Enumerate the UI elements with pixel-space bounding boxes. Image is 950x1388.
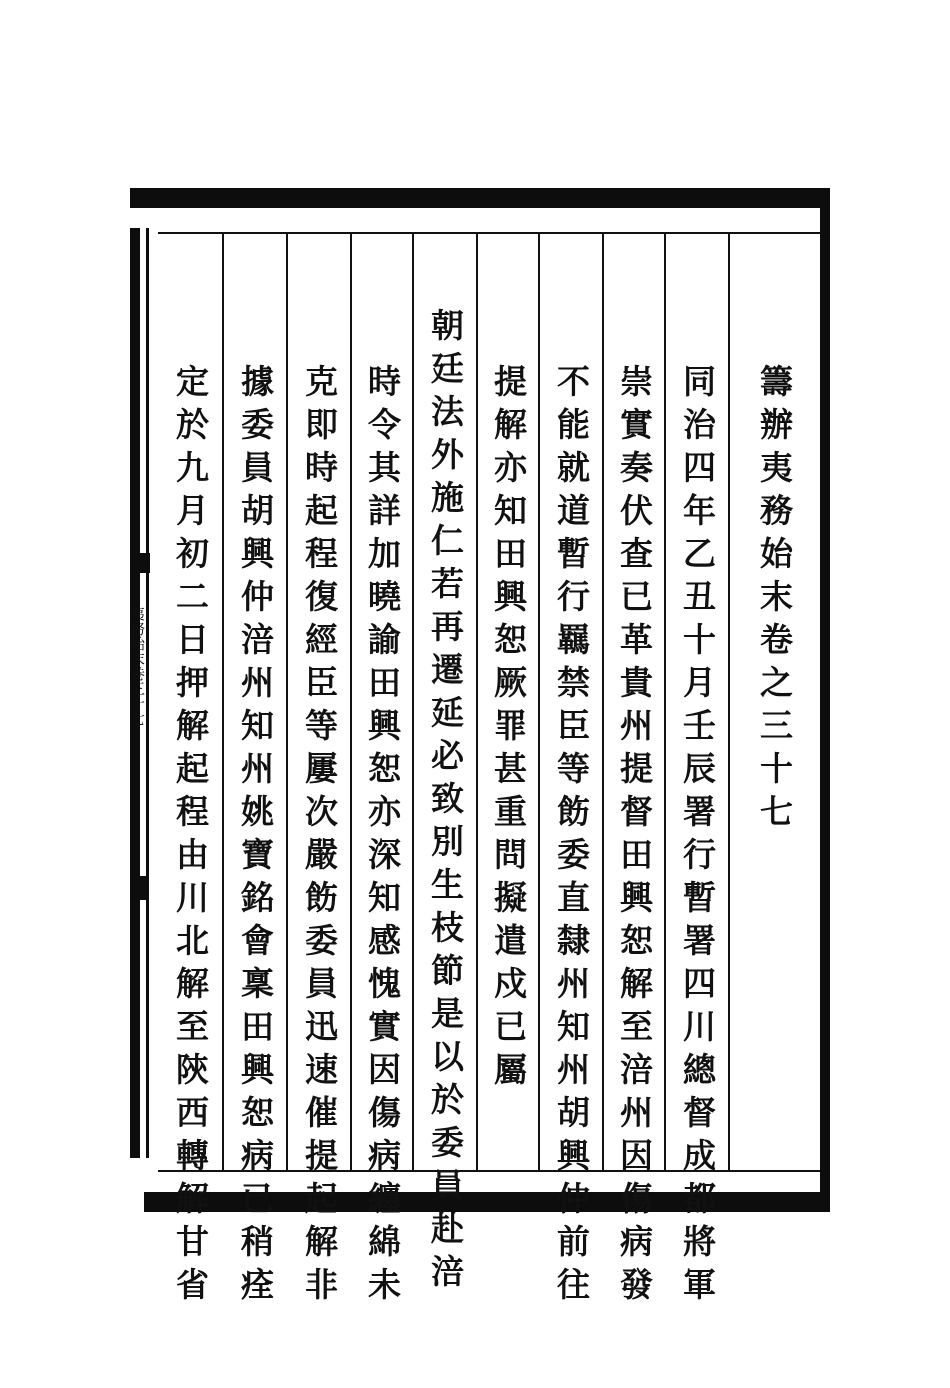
- margin-label: 夷務始末卷三十七: [128, 606, 146, 726]
- column-text: 朝廷法外施仁若再遷延必致別生枝節是以於委員赴涪: [426, 308, 465, 1297]
- top-border: [130, 188, 830, 208]
- text-column: [538, 234, 602, 1310]
- text-column: [476, 234, 538, 1170]
- text-body: [158, 232, 820, 1310]
- text-column: [222, 234, 286, 1310]
- page-number-mark: [130, 876, 148, 900]
- text-column: [350, 234, 412, 1310]
- column-text: 克即時起程復經臣等屢次嚴飭委員迅速催提起解非: [300, 364, 339, 1310]
- text-column: [286, 234, 350, 1310]
- column-text: 據委員胡興仲涪州知州姚寶銘會稟田興恕病已稍痊: [236, 364, 275, 1310]
- text-column: [412, 234, 476, 1297]
- column-text: 崇實奏伏查已革貴州提督田興恕解至涪州因傷病發: [615, 364, 654, 1310]
- column-text: 定於九月初二日押解起程由川北解至陝西轉解甘省: [171, 364, 210, 1310]
- text-column: [602, 234, 664, 1310]
- text-column: [664, 234, 728, 1310]
- column-text: 提解亦知田興恕厥罪甚重問擬遣戍已屬: [489, 364, 528, 1095]
- column-text: 不能就道暫行羈禁臣等飭委直隸州知州胡興仲前往: [552, 364, 591, 1310]
- column-title: 籌辦夷務始末卷之三十七: [755, 364, 794, 837]
- page-frame: [128, 188, 830, 1310]
- right-border: [820, 188, 830, 1212]
- text-column: [158, 234, 222, 1310]
- text-column: [728, 234, 818, 1170]
- column-text: 同治四年乙丑十月壬辰署行暫署四川總督成都將軍: [678, 364, 717, 1310]
- column-text: 時令其詳加曉諭田興恕亦深知感愧實因傷病纏綿未: [363, 364, 402, 1310]
- fish-tail-mark: [130, 553, 150, 573]
